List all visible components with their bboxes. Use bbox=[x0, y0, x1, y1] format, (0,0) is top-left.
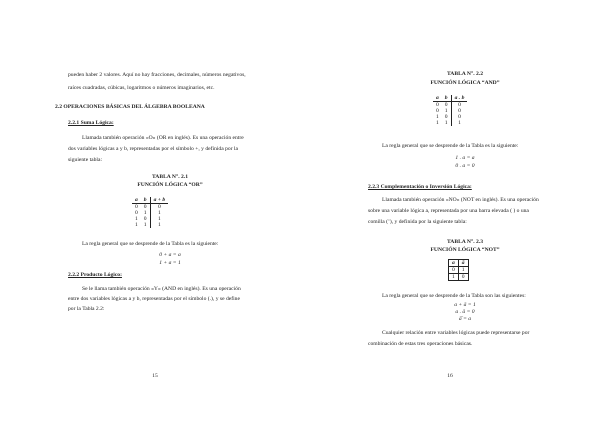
subsection-heading-complemento: 2.2.3 Complementación o Inversión Lógica: bbox=[368, 184, 472, 190]
paragraph-line: La regla general que se desprende de la Tabla es la siguiente: bbox=[82, 241, 219, 247]
paragraph-line: Se le llama también operación «Y» (AND en inglés). Es una operación bbox=[82, 286, 241, 292]
table-cell: 1 bbox=[436, 120, 439, 126]
table-header: a bbox=[433, 95, 442, 102]
table-cell: 1 bbox=[141, 222, 150, 228]
table-title: TABLA N°. 2.2 bbox=[446, 71, 483, 77]
table-cell: 0 bbox=[442, 102, 451, 109]
table-header: a . b bbox=[451, 95, 467, 102]
table-cell: 1 bbox=[135, 222, 138, 228]
page-number: 16 bbox=[447, 373, 453, 379]
table-cell: 0 bbox=[135, 204, 138, 210]
table-header: a bbox=[449, 260, 459, 267]
paragraph-line: sobre una variable lógica a, representada por una barra elevada ( ) o una bbox=[368, 208, 529, 214]
paragraph-line: La regla general que se desprende de la Tabla son las siguientes: bbox=[382, 293, 526, 299]
table-row bbox=[132, 222, 168, 228]
table-header: b bbox=[141, 197, 150, 204]
paragraph-line: entre dos variables lógicas a y b, representadas por el símbolo (.), y se define bbox=[68, 296, 240, 302]
truth-table-and bbox=[433, 95, 467, 126]
table-subtitle: FUNCIÓN LÓGICA “OR” bbox=[137, 182, 203, 188]
table-cell: 1 bbox=[141, 210, 150, 216]
table-cell: 1 bbox=[449, 274, 459, 281]
formula: 0 . a = 0 bbox=[455, 163, 475, 169]
table-cell: 0 bbox=[436, 102, 439, 108]
formula: a + ā = 1 bbox=[454, 302, 476, 308]
table-cell: 1 bbox=[157, 210, 161, 216]
paragraph-line: dos variables lógicas a y b, representadas por el símbolo +, y definida por la bbox=[68, 146, 238, 152]
table-cell: 0 bbox=[157, 204, 161, 210]
table-cell: 0 bbox=[458, 102, 461, 108]
table-cell: 1 bbox=[442, 120, 451, 126]
table-header: b bbox=[442, 95, 451, 102]
paragraph-line: Llamada también operación «O» (OR en inglés). Es una operación entre bbox=[82, 135, 244, 141]
table-cell: 0 bbox=[458, 108, 461, 114]
table-cell: 0 bbox=[141, 216, 150, 222]
formula: 1 . a = a bbox=[455, 155, 475, 161]
table-row bbox=[449, 274, 469, 281]
formula: 1 + a = 1 bbox=[159, 260, 181, 266]
table-title: TABLA N°. 2.1 bbox=[151, 174, 188, 180]
paragraph-line: comilla (’), y definida por la siguiente tabla: bbox=[368, 219, 467, 225]
paragraph-line: Cualquier relación entre variables lógicas puede representarse por bbox=[382, 330, 530, 336]
table-cell: 0 bbox=[458, 274, 468, 281]
table-header: ā bbox=[458, 260, 468, 267]
table-cell: 1 bbox=[442, 108, 451, 114]
table-cell: 0 bbox=[141, 204, 150, 211]
paragraph-line: raíces cuadradas, cúbicas, logaritmos o números imaginarios, etc. bbox=[68, 85, 215, 91]
paragraph-line: siguiente tabla: bbox=[68, 157, 103, 163]
paragraph-line: La regla general que se desprende de la Tabla es la siguiente: bbox=[382, 143, 519, 149]
right-page bbox=[300, 0, 600, 424]
paragraph-line: combinación de estas tres operaciones básicas. bbox=[368, 341, 473, 347]
table-cell: 0 bbox=[436, 108, 439, 114]
table-row bbox=[449, 267, 469, 274]
paragraph-line: Llamada también operación «NO» (NOT en inglés). Es una operación bbox=[382, 197, 539, 203]
table-cell: 1 bbox=[135, 216, 138, 222]
paragraph-line: pueden haber 2 valores. Aquí no hay fracciones, decimales, números negativos, bbox=[68, 72, 246, 78]
truth-table-or bbox=[132, 197, 168, 228]
table-cell: 1 bbox=[157, 222, 161, 228]
table-title: TABLA N°. 2.3 bbox=[446, 239, 483, 245]
table-subtitle: FUNCIÓN LÓGICA “NOT” bbox=[430, 247, 500, 253]
table-cell: 0 bbox=[449, 267, 459, 274]
table-cell: 0 bbox=[135, 210, 138, 216]
section-heading: 2.2 OPERACIONES BÁSICAS DEL ÁLGEBRA BOOLEANA bbox=[55, 104, 205, 110]
formula: a . ā = 0 bbox=[455, 309, 475, 315]
table-cell: 0 bbox=[442, 114, 451, 120]
table-cell: 1 bbox=[157, 216, 161, 222]
truth-table-not bbox=[448, 259, 469, 281]
table-cell: 1 bbox=[458, 267, 468, 274]
formula: 0 + a = a bbox=[159, 252, 181, 258]
table-cell: 1 bbox=[436, 114, 439, 120]
table-header: a bbox=[132, 197, 141, 204]
table-subtitle: FUNCIÓN LÓGICA “AND” bbox=[430, 80, 500, 86]
paragraph-line: por la Tabla 2.2: bbox=[68, 306, 105, 312]
table-cell: 1 bbox=[458, 120, 461, 126]
subsection-heading-producto: 2.2.2 Producto Lógico: bbox=[68, 272, 122, 278]
table-row bbox=[433, 120, 467, 126]
table-header: a + b bbox=[150, 197, 168, 204]
formula: ā̄ = a bbox=[458, 316, 472, 322]
subsection-heading-suma: 2.2.1 Suma Lógica: bbox=[68, 120, 114, 126]
table-cell: 0 bbox=[458, 114, 461, 120]
page-number: 15 bbox=[152, 373, 158, 379]
